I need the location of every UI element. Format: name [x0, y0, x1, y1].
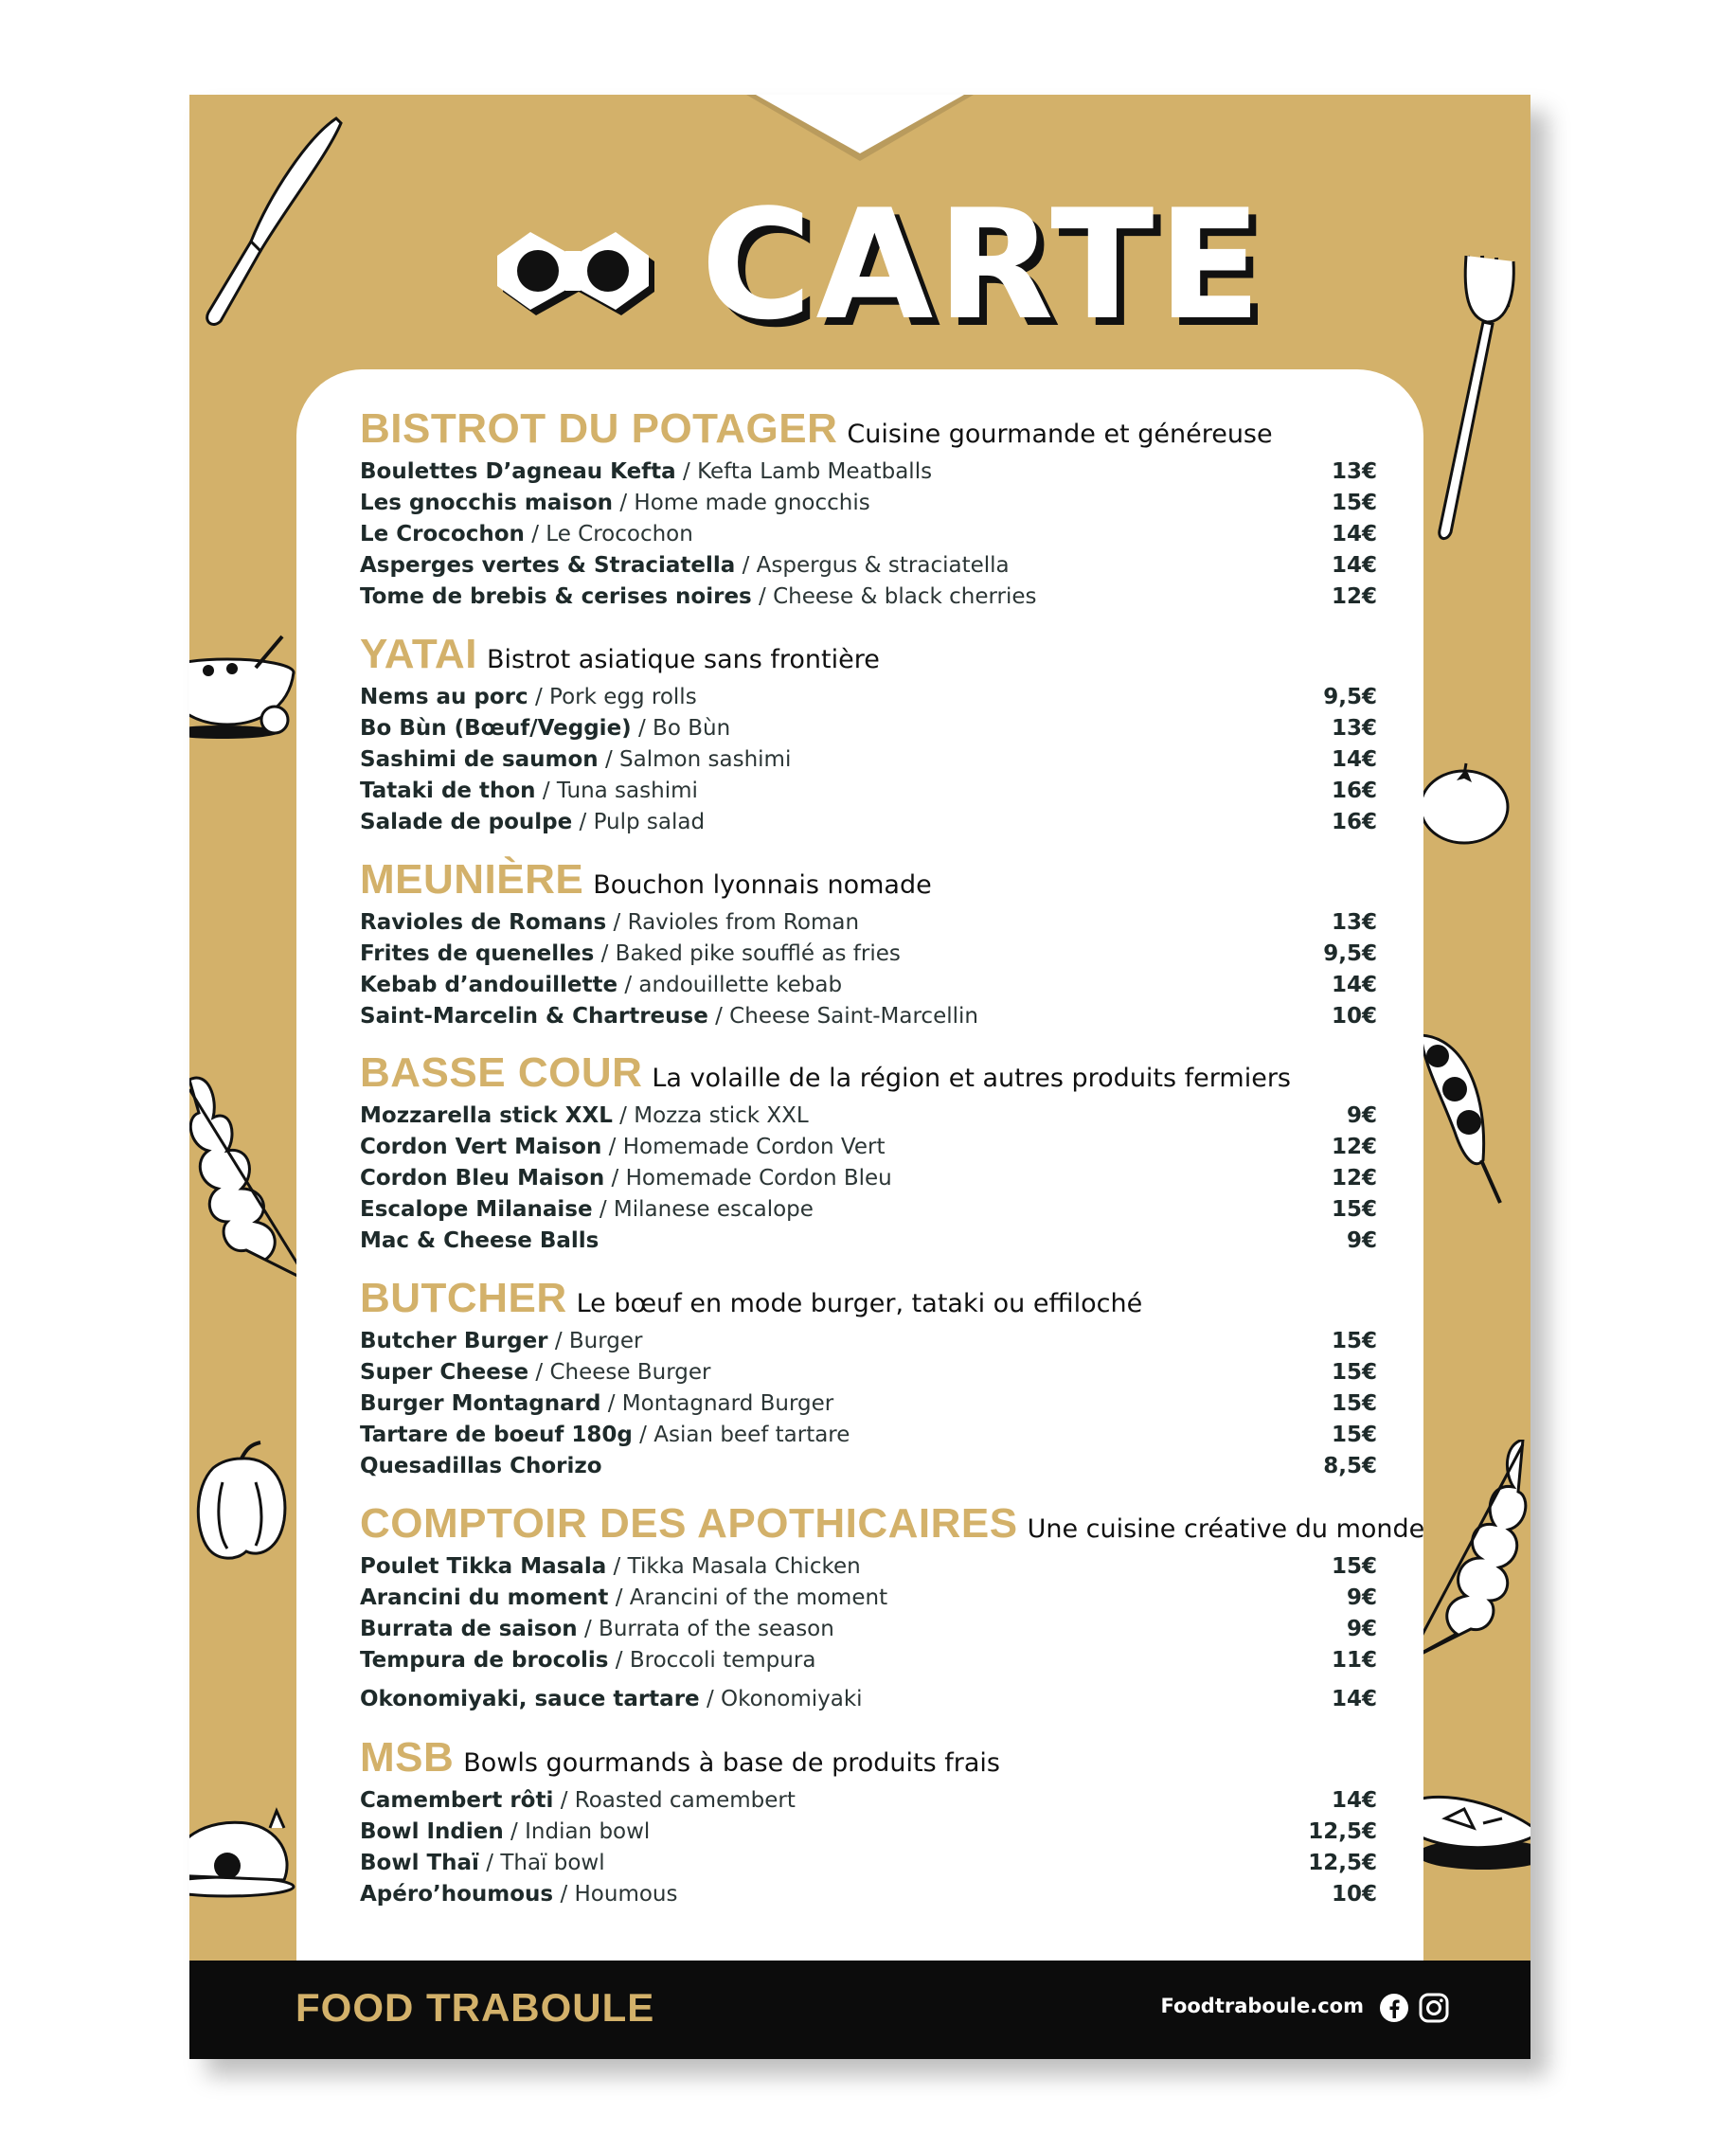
- menu-section: [360, 1734, 1377, 1910]
- menu-item: [360, 457, 1377, 488]
- fish-plate-icon: [1417, 1781, 1530, 1885]
- item-name: Super Cheese: [360, 1360, 529, 1385]
- item-translation: / Burrata of the season: [583, 1617, 834, 1641]
- item-price: 12,5€: [1308, 1819, 1377, 1844]
- item-price: 12€: [1331, 1166, 1377, 1191]
- section-subtitle: Bouchon lyonnais nomade: [593, 870, 932, 900]
- section-subtitle: Une cuisine créative du monde: [1027, 1514, 1425, 1544]
- item-name: Kebab d’andouillette: [360, 973, 618, 997]
- item-translation: / Arancini of the moment: [615, 1585, 888, 1610]
- menu-section: [360, 631, 1377, 838]
- section-subtitle: Cuisine gourmande et généreuse: [847, 420, 1273, 449]
- item-name: Tataki de thon: [360, 779, 536, 803]
- item-name: Cordon Vert Maison: [360, 1135, 602, 1159]
- item-price: 10€: [1331, 1882, 1377, 1907]
- item-price: 14€: [1331, 553, 1377, 578]
- item-name: Mozzarella stick XXL: [360, 1103, 613, 1128]
- item-translation: / andouillette kebab: [624, 973, 843, 997]
- menu-item: [360, 1583, 1377, 1614]
- item-price: 13€: [1331, 716, 1377, 741]
- menu-item: [360, 807, 1377, 838]
- item-name: Salade de poulpe: [360, 810, 573, 834]
- menu-item: [360, 1132, 1377, 1163]
- section-title: BISTROT DU POTAGER: [360, 405, 838, 452]
- item-price: 9€: [1346, 1585, 1377, 1610]
- menu-section: [360, 856, 1377, 1032]
- item-price: 9€: [1346, 1617, 1377, 1641]
- item-price: 9€: [1346, 1103, 1377, 1128]
- section-subtitle: La volaille de la région et autres produits fermiers: [652, 1064, 1291, 1093]
- item-price: 9,5€: [1323, 685, 1377, 709]
- item-name: Les gnocchis maison: [360, 491, 614, 515]
- menu-poster: [189, 95, 1530, 2059]
- item-name: Camembert rôti: [360, 1788, 554, 1813]
- website-link[interactable]: Foodtraboule.com: [1160, 1995, 1364, 2017]
- item-translation: / Ravioles from Roman: [613, 910, 860, 935]
- section-title: YATAI: [360, 631, 477, 677]
- facebook-icon[interactable]: [1379, 1993, 1409, 2023]
- fork-icon: [1421, 246, 1525, 549]
- item-price: 12,5€: [1308, 1851, 1377, 1875]
- menu-item: [360, 1357, 1377, 1388]
- section-subtitle: Le bœuf en mode burger, tataki ou effiloché: [576, 1289, 1143, 1318]
- item-name: Bowl Thaï: [360, 1851, 479, 1875]
- menu-item: [360, 1785, 1377, 1817]
- tomato-icon: [1419, 758, 1513, 848]
- menu-item: [360, 1645, 1377, 1676]
- section-title: BASSE COUR: [360, 1049, 643, 1096]
- item-translation: / Mozza stick XXL: [619, 1103, 809, 1128]
- menu-item: [360, 713, 1377, 744]
- item-name: Tempura de brocolis: [360, 1648, 609, 1673]
- menu-section: [360, 1049, 1377, 1257]
- menu-item: [360, 1848, 1377, 1879]
- menu-item: [360, 776, 1377, 807]
- item-translation: / Tikka Masala Chicken: [613, 1554, 861, 1579]
- menu-item: [360, 1226, 1377, 1257]
- menu-item: [360, 1001, 1377, 1032]
- menu-item: [360, 1614, 1377, 1645]
- item-price: 14€: [1331, 1687, 1377, 1711]
- item-price: 8,5€: [1323, 1454, 1377, 1478]
- item-translation: / Aspergus & straciatella: [742, 553, 1010, 578]
- item-name: Ravioles de Romans: [360, 910, 607, 935]
- infinity-logo-icon: [483, 218, 663, 322]
- item-name: Saint-Marcelin & Chartreuse: [360, 1004, 708, 1029]
- item-price: 9€: [1346, 1228, 1377, 1253]
- header: [483, 176, 1265, 353]
- menu-item: [360, 1451, 1377, 1482]
- instagram-icon[interactable]: [1419, 1993, 1449, 2023]
- item-translation: / Le Crocochon: [531, 522, 693, 546]
- item-name: Sashimi de saumon: [360, 747, 599, 772]
- menu-item: [360, 1879, 1377, 1910]
- item-translation: / Indian bowl: [510, 1819, 651, 1844]
- section-title: BUTCHER: [360, 1275, 567, 1321]
- item-price: 12€: [1331, 1135, 1377, 1159]
- item-price: 16€: [1331, 810, 1377, 834]
- menu-item: [360, 1551, 1377, 1583]
- item-translation: / Cheese & black cherries: [759, 584, 1037, 609]
- item-price: 15€: [1331, 1360, 1377, 1385]
- item-translation: / Thaï bowl: [486, 1851, 605, 1875]
- item-name: Nems au porc: [360, 685, 528, 709]
- top-notch: [756, 95, 964, 153]
- menu-item: [360, 744, 1377, 776]
- item-translation: / Home made gnocchis: [619, 491, 870, 515]
- item-price: 15€: [1331, 1554, 1377, 1579]
- item-translation: / Kefta Lamb Meatballs: [683, 459, 933, 484]
- section-subtitle: Bistrot asiatique sans frontière: [486, 645, 880, 674]
- item-name: Apéro’houmous: [360, 1882, 554, 1907]
- item-name: Bowl Indien: [360, 1819, 504, 1844]
- menu-section: [360, 405, 1377, 613]
- menu-item: [360, 519, 1377, 550]
- item-price: 14€: [1331, 747, 1377, 772]
- menu-panel: [296, 369, 1423, 2059]
- item-translation: / Homemade Cordon Bleu: [611, 1166, 892, 1191]
- item-translation: / Cheese Burger: [535, 1360, 711, 1385]
- item-name: Tome de brebis & cerises noires: [360, 584, 752, 609]
- section-subtitle: Bowls gourmands à base de produits frais: [463, 1748, 1000, 1778]
- menu-item: [360, 1817, 1377, 1848]
- roast-chicken-icon: [189, 1800, 303, 1904]
- item-name: Poulet Tikka Masala: [360, 1554, 607, 1579]
- item-name: Bo Bùn (Bœuf/Veggie): [360, 716, 632, 741]
- item-translation: / Milanese escalope: [599, 1197, 814, 1222]
- item-translation: / Cheese Saint-Marcellin: [715, 1004, 978, 1029]
- item-translation: / Pulp salad: [579, 810, 706, 834]
- item-translation: / Bo Bùn: [638, 716, 731, 741]
- menu-item: [360, 1163, 1377, 1194]
- item-translation: / Montagnard Burger: [607, 1391, 834, 1416]
- menu-item: [360, 582, 1377, 613]
- item-name: Burrata de saison: [360, 1617, 578, 1641]
- item-translation: / Asian beef tartare: [639, 1423, 850, 1447]
- pea-pod-icon: [1417, 1028, 1512, 1208]
- item-translation: / Pork egg rolls: [534, 685, 697, 709]
- menu-item: [360, 939, 1377, 970]
- page-title: CARTE: [701, 176, 1265, 353]
- item-price: 15€: [1331, 1329, 1377, 1353]
- item-price: 16€: [1331, 779, 1377, 803]
- bell-pepper-icon: [189, 1440, 294, 1563]
- brand-logo: FOOD TRABOULE: [295, 1985, 655, 2030]
- item-translation: / Burger: [554, 1329, 643, 1353]
- menu-item: [360, 907, 1377, 939]
- item-translation: / Tuna sashimi: [542, 779, 698, 803]
- item-price: 14€: [1331, 1788, 1377, 1813]
- item-price: 9,5€: [1323, 941, 1377, 966]
- section-title: MEUNIÈRE: [360, 856, 584, 903]
- item-price: 14€: [1331, 973, 1377, 997]
- item-name: Okonomiyaki, sauce tartare: [360, 1687, 700, 1711]
- knife-icon: [194, 109, 346, 336]
- item-name: Arancini du moment: [360, 1585, 609, 1610]
- menu-item: [360, 1388, 1377, 1420]
- menu-item: [360, 1420, 1377, 1451]
- item-name: Asperges vertes & Straciatella: [360, 553, 736, 578]
- item-price: 10€: [1331, 1004, 1377, 1029]
- item-name: Le Crocochon: [360, 522, 525, 546]
- item-name: Burger Montagnard: [360, 1391, 601, 1416]
- item-price: 12€: [1331, 584, 1377, 609]
- menu-item: [360, 1326, 1377, 1357]
- menu-item: [360, 970, 1377, 1001]
- item-name: Cordon Bleu Maison: [360, 1166, 605, 1191]
- item-name: Escalope Milanaise: [360, 1197, 593, 1222]
- section-title: MSB: [360, 1734, 455, 1781]
- item-name: Quesadillas Chorizo: [360, 1454, 602, 1478]
- menu-item: [360, 550, 1377, 582]
- item-price: 11€: [1331, 1648, 1377, 1673]
- menu-item: [360, 682, 1377, 713]
- item-translation: / Salmon sashimi: [605, 747, 792, 772]
- menu-section: [360, 1275, 1377, 1482]
- menu-item: [360, 1194, 1377, 1226]
- menu-section: [360, 1500, 1425, 1715]
- item-name: Tartare de boeuf 180g: [360, 1423, 633, 1447]
- menu-item: [360, 1101, 1377, 1132]
- menu-item: [360, 488, 1377, 519]
- item-price: 13€: [1331, 910, 1377, 935]
- item-price: 15€: [1331, 491, 1377, 515]
- item-price: 15€: [1331, 1391, 1377, 1416]
- item-price: 13€: [1331, 459, 1377, 484]
- item-name: Boulettes D’agneau Kefta: [360, 459, 676, 484]
- item-translation: / Broccoli tempura: [615, 1648, 816, 1673]
- item-translation: / Baked pike soufflé as fries: [600, 941, 901, 966]
- menu-item: [360, 1684, 1377, 1715]
- item-name: Mac & Cheese Balls: [360, 1228, 600, 1253]
- item-translation: / Homemade Cordon Vert: [608, 1135, 886, 1159]
- item-price: 15€: [1331, 1197, 1377, 1222]
- item-translation: / Okonomiyaki: [706, 1687, 863, 1711]
- footer-bar: [189, 1961, 1530, 2059]
- item-translation: / Houmous: [560, 1882, 678, 1907]
- item-price: 14€: [1331, 522, 1377, 546]
- item-name: Butcher Burger: [360, 1329, 548, 1353]
- section-title: COMPTOIR DES APOTHICAIRES: [360, 1500, 1018, 1547]
- item-name: Frites de quenelles: [360, 941, 595, 966]
- soup-bowl-icon: [189, 635, 303, 739]
- item-translation: / Roasted camembert: [560, 1788, 796, 1813]
- item-price: 15€: [1331, 1423, 1377, 1447]
